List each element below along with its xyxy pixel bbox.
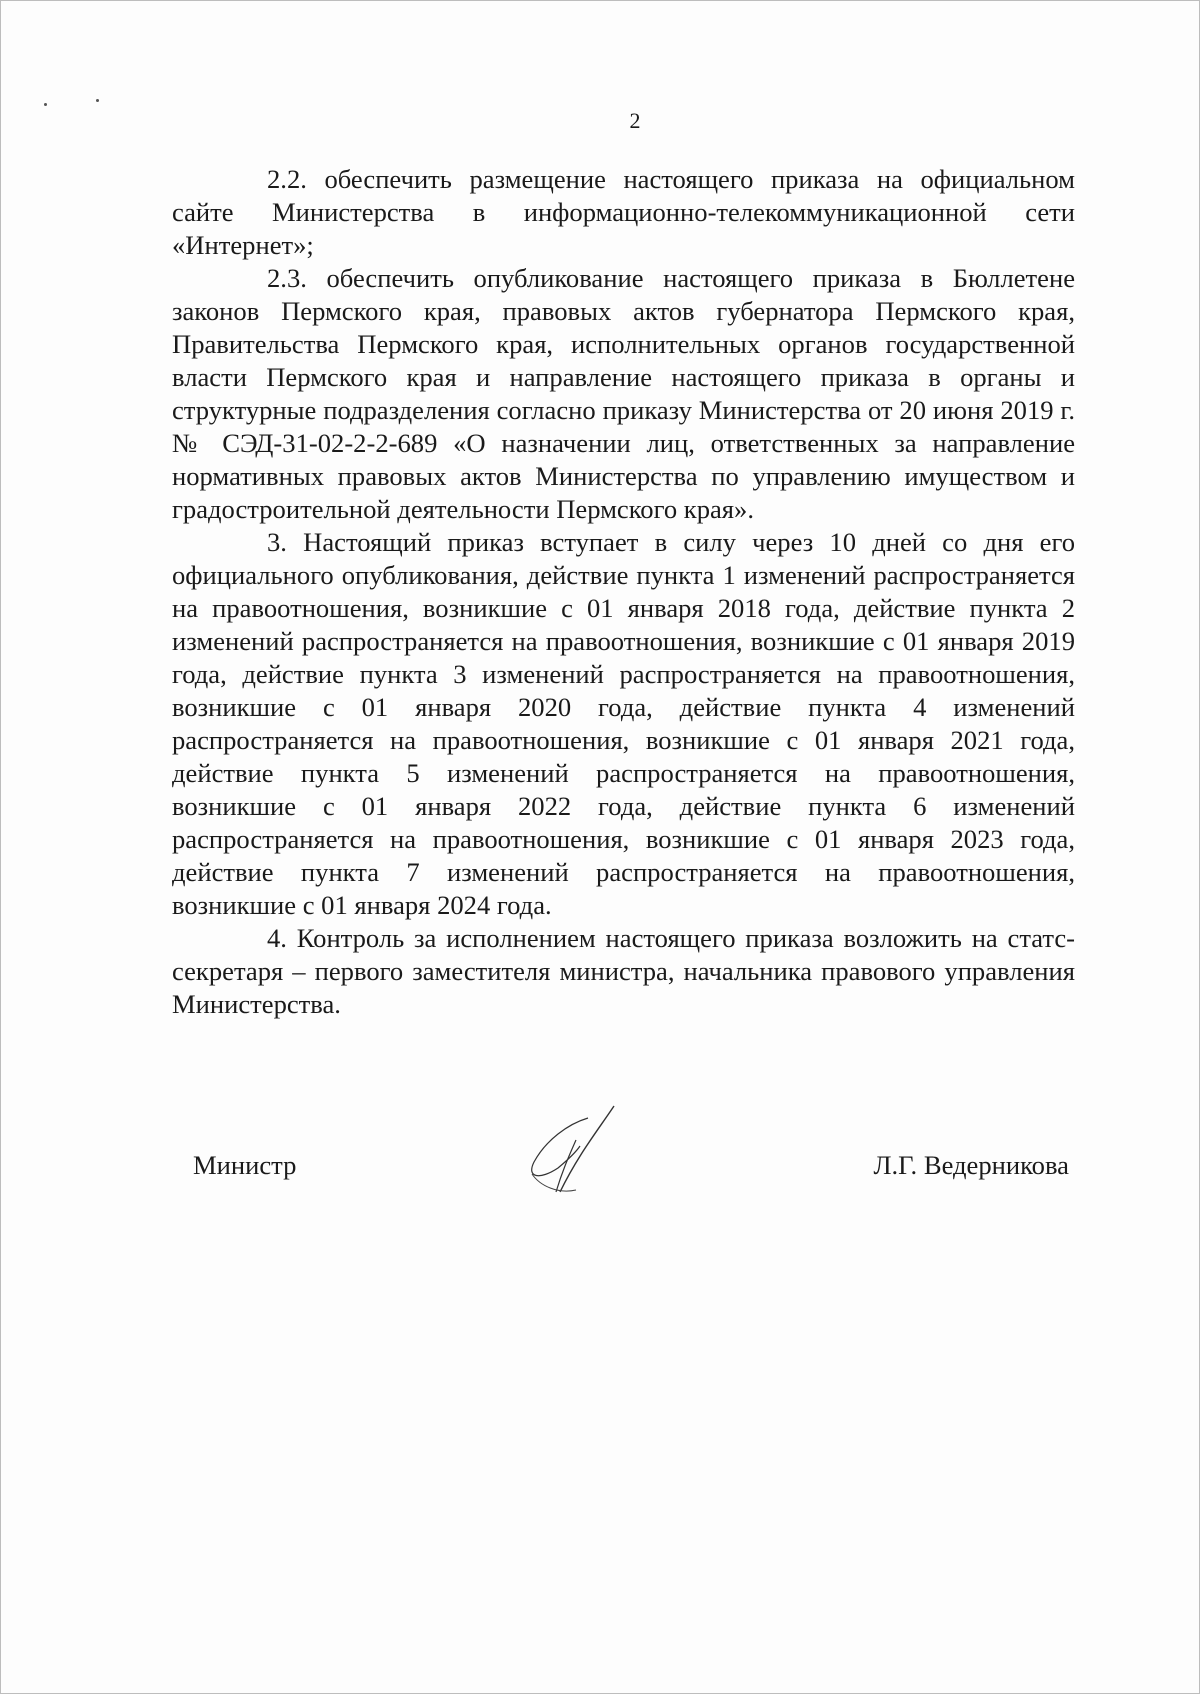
page-number: 2: [629, 108, 641, 133]
signature-block: [0, 1150, 1200, 1210]
paragraph-2-2: 2.2. обеспечить размещение настоящего приказа на официальном сайте Министерства в информационно-телекоммуникационной сети «Интернет»;: [172, 164, 1075, 260]
paragraph-4: 4. Контроль за исполнением настоящего приказа возложить на статс-секретаря – первого заместителя министра, начальника правового управления Министерства.: [172, 923, 1075, 1019]
paragraph-3: 3. Настоящий приказ вступает в силу через 10 дней со дня его официального опубликования, действие пункта 1 изменений распространяется на правоотношения, возникшие с 01 января 2018 года, действие пункта 2 изменений распространяется на правоотношения, возникшие с 01 января 2019 года, действие пункта 3 изменений распространяется на правоотношения, возникшие с 01 января 2020 года, действие пункта 4 изменений распространяется на правоотношения, возникшие с 01 января 2021 года, действие пункта 5 изменений распространяется на правоотношения, возникшие с 01 января 2022 года, действие пункта 6 изменений распространяется на правоотношения, возникшие с 01 января 2023 года, действие пункта 7 изменений распространяется на правоотношения, возникшие с 01 января 2024 года.: [172, 527, 1075, 920]
scan-speck: [44, 103, 47, 106]
signatory-title: Министр: [193, 1150, 297, 1180]
signatory-name: Л.Г. Ведерникова: [873, 1150, 1069, 1180]
paragraph-2-3: 2.3. обеспечить опубликование настоящего приказа в Бюллетене законов Пермского края, правовых актов губернатора Пермского края, Правительства Пермского края, исполнительных органов государственной власти Пермского края и направление настоящего приказа в органы и структурные подразделения согласно приказу Министерства от 20 июня 2019 г. № СЭД-31-02-2-2-689 «О назначении лиц, ответственных за направление нормативных правовых актов Министерства по управлению имуществом и градостроительной деятельности Пермского края».: [172, 263, 1075, 524]
scan-speck: [96, 99, 99, 102]
document-body: [172, 163, 1075, 1021]
